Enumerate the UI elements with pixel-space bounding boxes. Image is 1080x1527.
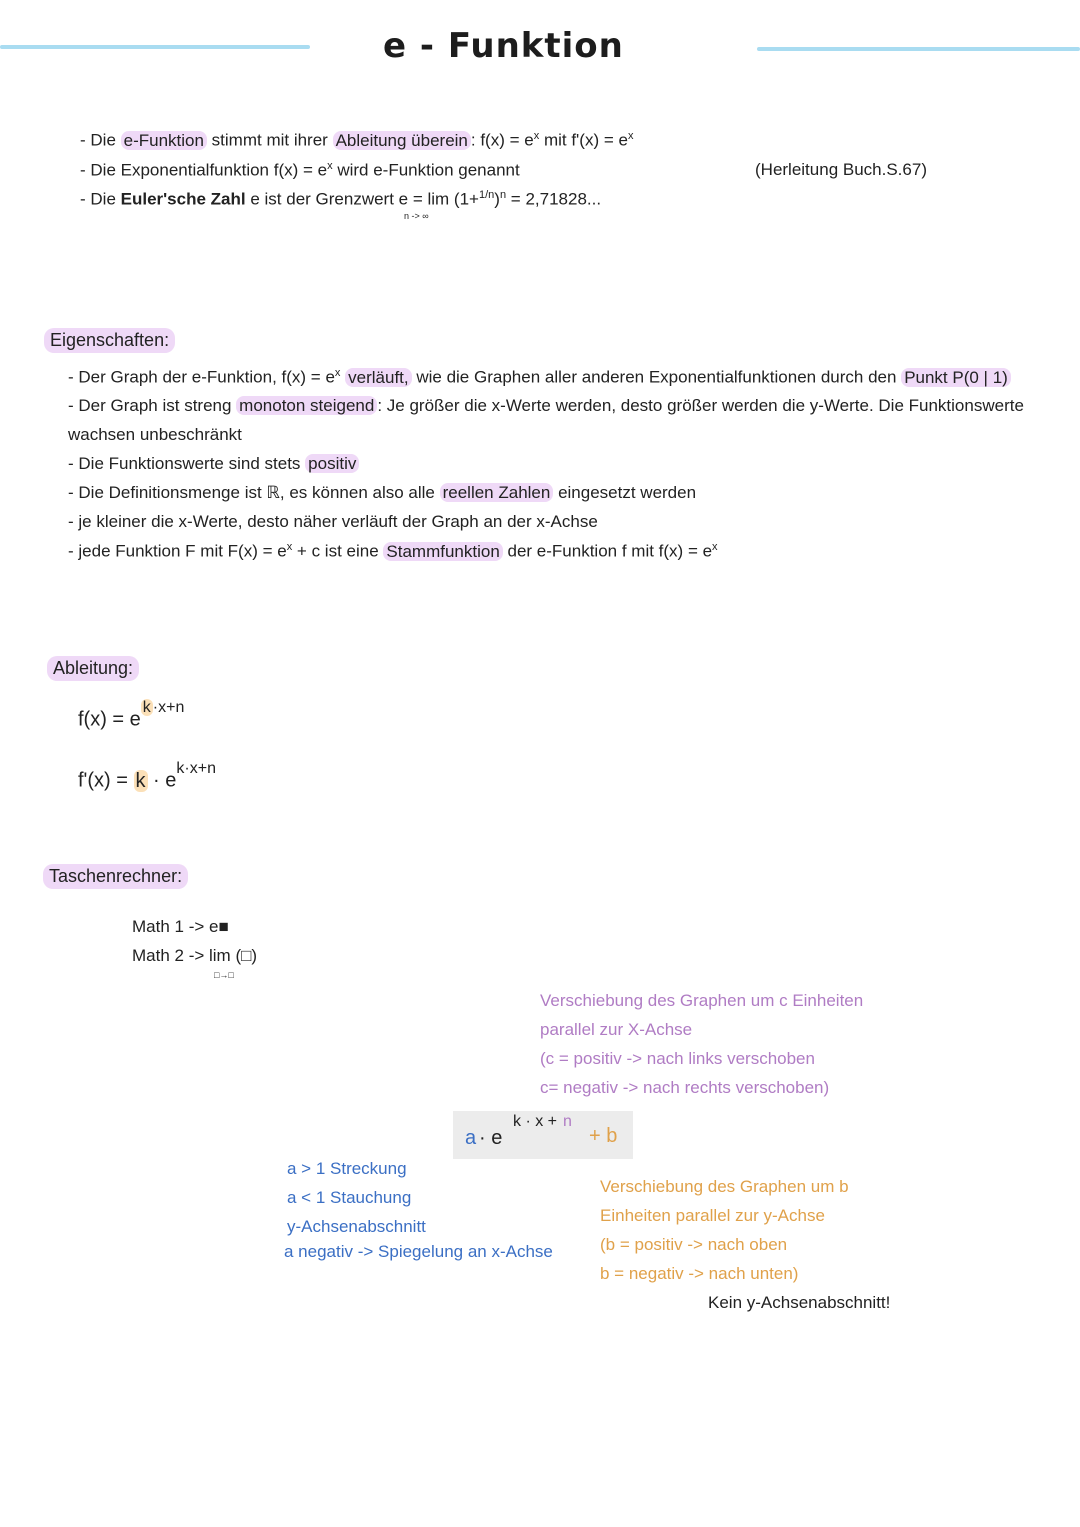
property-item-6: - jede Funktion F mit $F(x) = e^x + c$ ist eine Stammfunktion der e-Funktion f mit $f(x) = e^x$ bbox=[68, 541, 718, 561]
b-shift-note: Verschiebung des Graphen um b Einheiten parallel zur y-Achse (b = positiv -> nach oben b = negativ -> nach unten) bbox=[600, 1177, 849, 1283]
calculator-math-1: Math 1 -> e■ bbox=[132, 917, 229, 936]
calculator-math-2: Math 2 -> lim (□) bbox=[132, 946, 258, 965]
c-shift-note: Verschiebung des Graphen um c Einheiten parallel zur X-Achse (c = positiv -> nach links verschoben c= negativ -> nach rechts verschoben) bbox=[540, 991, 864, 1097]
calculator-heading: Taschenrechner: bbox=[43, 864, 188, 889]
limit-subscript: n -> ∞ bbox=[404, 211, 429, 221]
calculator-math-2-sub: □→□ bbox=[214, 970, 234, 980]
property-item-4: - Die Definitionsmenge ist ℝ, es können also alle reellen Zahlen eingesetzt werden bbox=[68, 483, 697, 502]
properties-heading: Eigenschaften: bbox=[44, 328, 175, 353]
property-item-1: - Der Graph der e-Funktion, $f(x) = e^x$ verläuft, wie die Graphen aller anderen Exponentialfunktionen durch den Punkt P(0 | 1) bbox=[68, 367, 1011, 388]
derivative-formula: $f'(x) = k \cdot e^{k\cdot x+n}$ bbox=[78, 760, 216, 792]
a-effects-note: a > 1 Streckung a < 1 Stauchung y-Achsenabschnitt a negativ -> Spiegelung an x-Achse bbox=[284, 1159, 553, 1261]
no-intercept-note: Kein y-Achsenabschnitt! bbox=[708, 1293, 891, 1312]
property-item-2-cont: wachsen unbeschränkt bbox=[68, 425, 242, 444]
intro-line-3: - Die Euler'sche Zahl e ist der Grenzwert $e = \lim (1+^{1/n})^n = 2,71828$... bbox=[80, 189, 602, 209]
derivative-heading: Ableitung: bbox=[47, 656, 139, 681]
title-rule-left bbox=[0, 45, 310, 49]
page-title: e - Funktion bbox=[383, 26, 624, 66]
general-formula: a · e k · x + n + b bbox=[453, 1111, 633, 1159]
property-item-5: - je kleiner die x-Werte, desto näher verläuft der Graph an der x-Achse bbox=[68, 512, 598, 531]
reference-note: (Herleitung Buch.S.67) bbox=[755, 160, 927, 179]
intro-line-2: - Die Exponentialfunktion $f(x) = e^x$ wird e-Funktion genannt bbox=[80, 160, 520, 180]
property-item-2: - Der Graph ist streng monoton steigend : Je größer die x-Werte werden, desto größer werden die y-Werte. Die Funktionswerte bbox=[68, 396, 1024, 415]
function-formula: $f(x) = e^{k \cdot x+n}$ bbox=[78, 699, 185, 731]
property-item-3: - Die Funktionswerte sind stets positiv bbox=[68, 454, 359, 474]
title-rule-right bbox=[757, 47, 1080, 51]
intro-line-1: - Die e-Funktion stimmt mit ihrer Ableitung überein : $f(x) = e^x$ mit $f'(x) = e^x$ bbox=[80, 130, 634, 150]
